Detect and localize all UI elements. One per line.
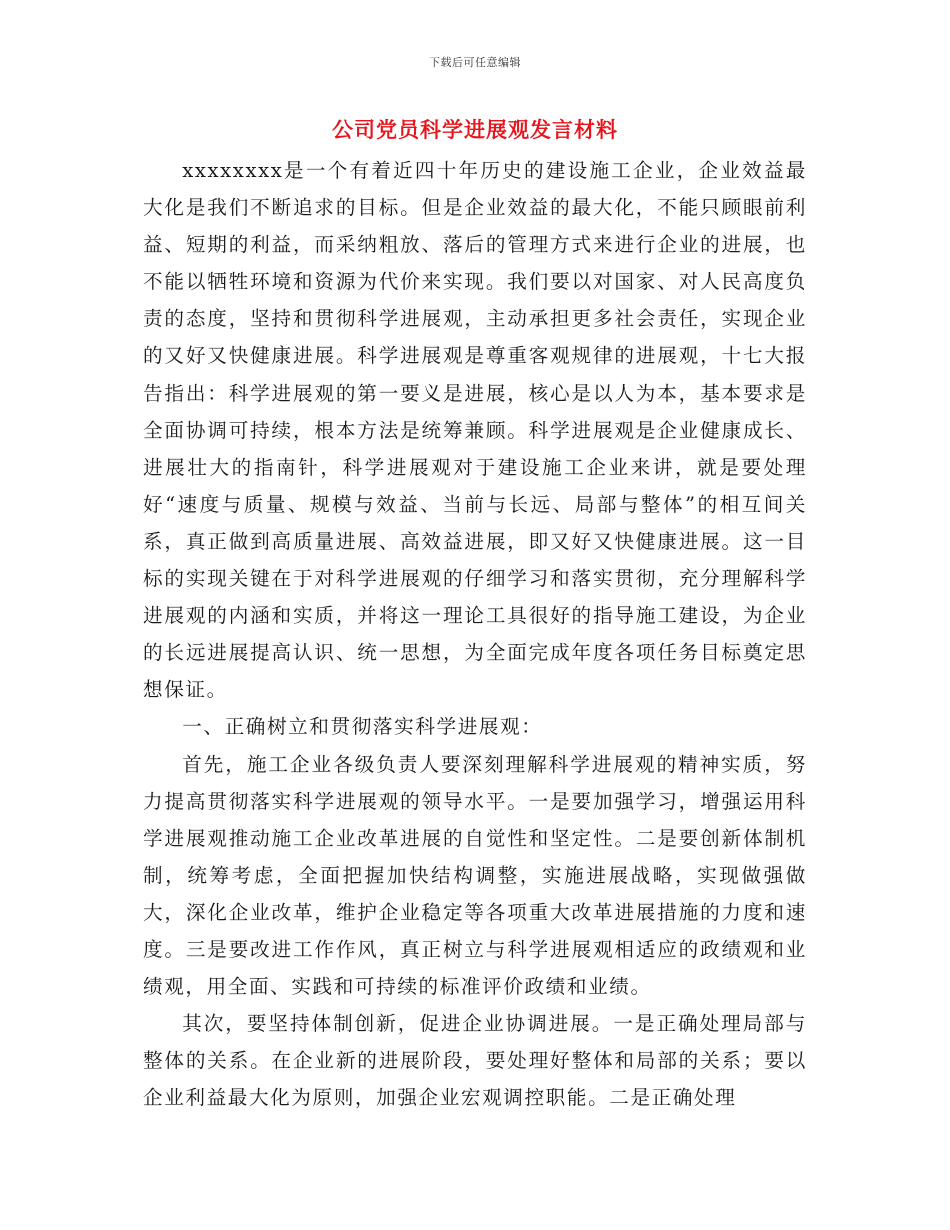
document-title: 公司党员科学进展观发言材料 [332, 117, 618, 142]
paragraph-second: 其次，要坚持体制创新，促进企业协调进展。一是正确处理局部与整体的关系。在企业新的进展阶段，要处理好整体和局部的关系；要以企业利益最大化为原则，加强企业宏观调控职能。二是正确处理 [143, 1012, 807, 1110]
paragraph-intro: xxxxxxxx是一个有着近四十年历史的建设施工企业，企业效益最大化是我们不断追求的目标。但是企业效益的最大化，不能只顾眼前利益、短期的利益，而采纳粗放、落后的管理方式来进行企业的进展，也不能以牺牲环境和资源为代价来实现。我们要以对国家、对人民高度负责的态度，坚持和贯彻科学进展观，主动承担更多社会责任，实现企业的又好又快健康进展。科学进展观是尊重客观规律的进展观，十七大报告指出：科学进展观的第一要义是进展，核心是以人为本，基本要求是全面协调可持续，根本方法是统筹兼顾。科学进展观是企业健康成长、进展壮大的指南针，科学进展观对于建设施工企业来讲，就是要处理好“速度与质量、规模与效益、当前与长远、局部与整体”的相互间关系，真正做到高质量进展、高效益进展，即又好又快健康进展。这一目标的实现关键在于对科学进展观的仔细学习和落实贯彻，充分理解科学进展观的内涵和实质，并将这一理论工具很好的指导施工建设，为企业的长远进展提高认识、统一思想，为全面完成年度各项任务目标奠定思想保证。 [143, 159, 807, 702]
header-note: 下载后可任意编辑 [429, 56, 521, 69]
paragraph-first: 首先，施工企业各级负责人要深刻理解科学进展观的精神实质，努力提高贯彻落实科学进展观的领导水平。一是要加强学习，增强运用科学进展观推动施工企业改革进展的自觉性和坚定性。二是要创新体制机制，统筹考虑，全面把握加快结构调整，实施进展战略，实现做强做大，深化企业改革，维护企业稳定等各项重大改革进展措施的力度和速度。三是要改进工作作风，真正树立与科学进展观相适应的政绩观和业绩观，用全面、实践和可持续的标准评价政绩和业绩。 [143, 752, 807, 999]
document-body [143, 152, 807, 1116]
section-heading-1: 一、正确树立和贯彻落实科学进展观： [182, 715, 543, 739]
